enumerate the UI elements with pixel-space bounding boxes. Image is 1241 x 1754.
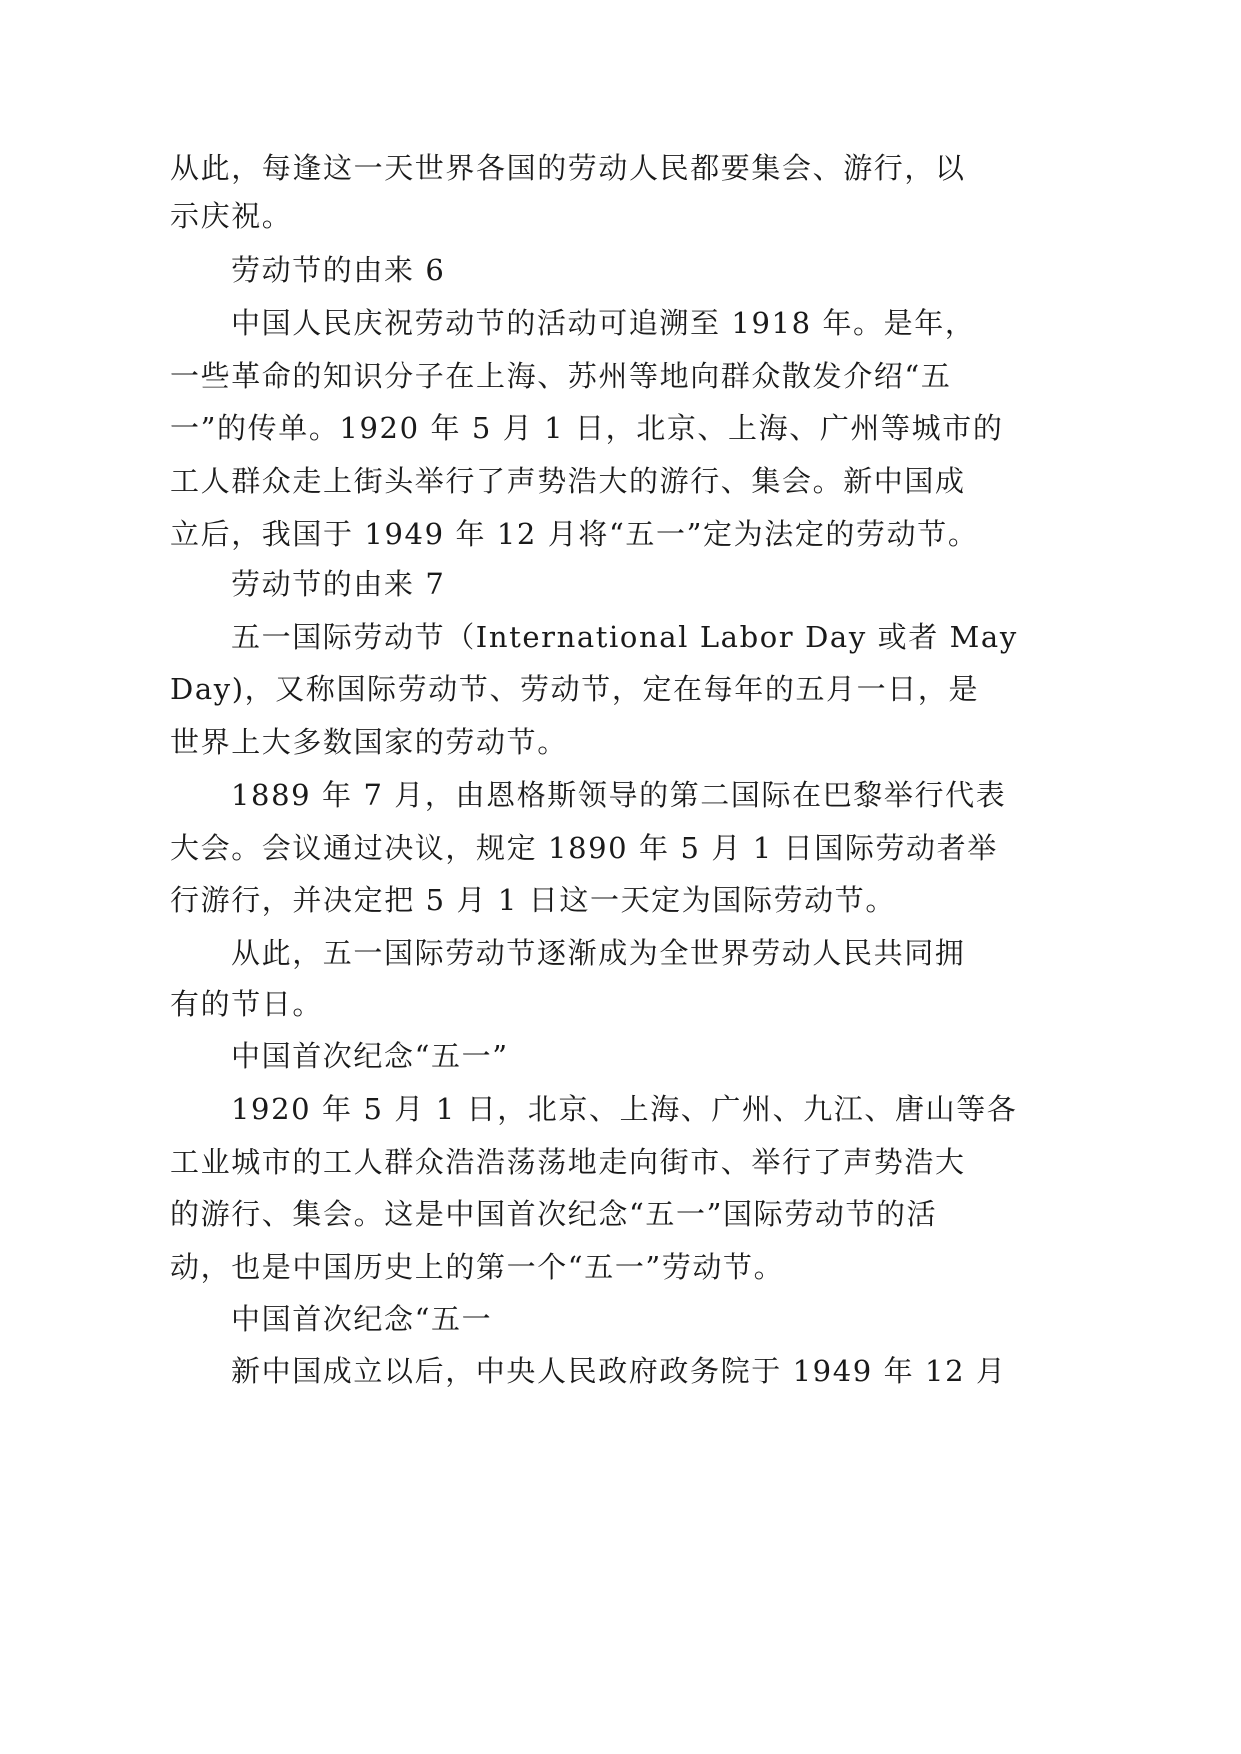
text-line: 有的节日。 — [170, 987, 324, 1021]
text-line: 一些革命的知识分子在上海、苏州等地向群众散发介绍“五 — [170, 359, 952, 393]
text-line: 工业城市的工人群众浩浩荡荡地走向街市、举行了声势浩大 — [170, 1145, 966, 1179]
text-line: 动，也是中国历史上的第一个“五一”劳动节。 — [170, 1250, 785, 1284]
section-heading: 中国首次纪念“五一” — [231, 1039, 509, 1073]
text-line: 1889 年 7 月，由恩格斯领导的第二国际在巴黎举行代表 — [231, 778, 1007, 812]
section-heading: 劳动节的由来 7 — [231, 567, 446, 601]
text-line: 大会。会议通过决议，规定 1890 年 5 月 1 日国际劳动者举 — [170, 831, 998, 865]
text-line: 的游行、集会。这是中国首次纪念“五一”国际劳动节的活 — [170, 1197, 938, 1231]
text-line: 工人群众走上街头举行了声势浩大的游行、集会。新中国成 — [170, 464, 966, 498]
text-line: 世界上大多数国家的劳动节。 — [170, 725, 568, 759]
text-line: 立后，我国于 1949 年 12 月将“五一”定为法定的劳动节。 — [170, 517, 979, 551]
text-line: 示庆祝。 — [170, 199, 293, 233]
text-line: 1920 年 5 月 1 日，北京、上海、广州、九江、唐山等各 — [231, 1092, 1018, 1126]
text-line: 一”的传单。1920 年 5 月 1 日，北京、上海、广州等城市的 — [170, 411, 1004, 445]
text-line: Day)，又称国际劳动节、劳动节，定在每年的五月一日，是 — [170, 672, 980, 706]
text-line: 五一国际劳动节（International Labor Day 或者 May — [231, 620, 1018, 654]
text-line: 中国人民庆祝劳动节的活动可追溯至 1918 年。是年， — [231, 306, 976, 340]
section-heading: 中国首次纪念“五一 — [231, 1302, 493, 1336]
text-line: 行游行，并决定把 5 月 1 日这一天定为国际劳动节。 — [170, 883, 896, 917]
section-heading: 劳动节的由来 6 — [231, 253, 446, 287]
text-line: 从此，五一国际劳动节逐渐成为全世界劳动人民共同拥 — [231, 936, 966, 970]
text-line: 从此，每逢这一天世界各国的劳动人民都要集会、游行，以 — [170, 151, 966, 185]
text-line: 新中国成立以后，中央人民政府政务院于 1949 年 12 月 — [231, 1354, 1007, 1388]
